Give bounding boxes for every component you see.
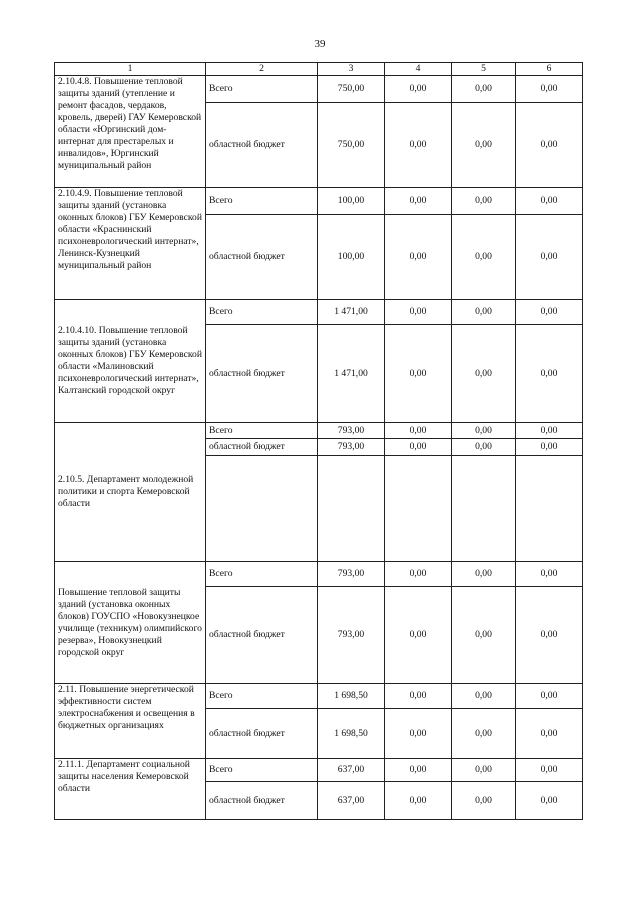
amount-cell: 0,00	[385, 188, 452, 215]
amount-cell: 793,00	[318, 423, 385, 439]
amount-cell: 0,00	[516, 782, 583, 820]
amount-cell: 0,00	[452, 709, 516, 759]
amount-cell: 0,00	[452, 439, 516, 456]
table-row-total	[55, 562, 583, 587]
amount-cell: 793,00	[318, 562, 385, 587]
amount-cell: 0,00	[452, 684, 516, 709]
amount-cell: 637,00	[318, 759, 385, 782]
amount-cell: 0,00	[385, 684, 452, 709]
amount-cell: 0,00	[452, 562, 516, 587]
funding-source-cell: Всего	[206, 423, 318, 439]
funding-source-cell: областной бюджет	[206, 215, 318, 300]
amount-cell: 0,00	[516, 423, 583, 439]
empty-cell	[206, 456, 318, 562]
column-header-2: 2	[206, 63, 318, 76]
amount-cell: 0,00	[385, 300, 452, 325]
amount-cell: 0,00	[385, 587, 452, 684]
amount-cell: 0,00	[452, 759, 516, 782]
funding-source-cell: Всего	[206, 300, 318, 325]
funding-source-cell: областной бюджет	[206, 709, 318, 759]
amount-cell: 0,00	[452, 587, 516, 684]
table-row-total	[55, 423, 583, 439]
amount-cell: 0,00	[516, 759, 583, 782]
funding-source-cell: Всего	[206, 562, 318, 587]
amount-cell: 0,00	[385, 759, 452, 782]
amount-cell: 0,00	[385, 215, 452, 300]
table-row-total	[55, 76, 583, 103]
amount-cell: 0,00	[516, 215, 583, 300]
funding-source-cell: областной бюджет	[206, 325, 318, 423]
budget-table	[54, 62, 583, 820]
column-header-1: 1	[55, 63, 206, 76]
column-header-3: 3	[318, 63, 385, 76]
amount-cell: 0,00	[452, 103, 516, 188]
funding-source-cell: Всего	[206, 759, 318, 782]
amount-cell: 1 698,50	[318, 684, 385, 709]
table-row-total	[55, 188, 583, 215]
amount-cell: 0,00	[516, 188, 583, 215]
column-header-5: 5	[452, 63, 516, 76]
amount-cell: 0,00	[452, 188, 516, 215]
amount-cell: 0,00	[516, 300, 583, 325]
amount-cell: 0,00	[452, 782, 516, 820]
amount-cell: 0,00	[516, 587, 583, 684]
amount-cell: 750,00	[318, 103, 385, 188]
measure-description: 2.11.1. Департамент социальной защиты населения Кемеровской области	[55, 759, 206, 820]
amount-cell: 0,00	[516, 103, 583, 188]
amount-cell: 0,00	[385, 439, 452, 456]
amount-cell: 0,00	[385, 562, 452, 587]
amount-cell: 1 698,50	[318, 709, 385, 759]
amount-cell: 0,00	[385, 782, 452, 820]
amount-cell: 637,00	[318, 782, 385, 820]
measure-description: 2.10.4.9. Повышение тепловой защиты зданий (установка оконных блоков) ГБУ Кемеровской области «Краснинский психоневрологический интернат», Ленинск-Кузнецкий муниципальный район	[55, 188, 206, 300]
funding-source-cell: Всего	[206, 76, 318, 103]
amount-cell: 0,00	[516, 562, 583, 587]
amount-cell: 793,00	[318, 587, 385, 684]
funding-source-cell: областной бюджет	[206, 103, 318, 188]
empty-cell	[516, 456, 583, 562]
empty-cell	[385, 456, 452, 562]
amount-cell: 1 471,00	[318, 300, 385, 325]
measure-description: 2.10.4.8. Повышение тепловой защиты зданий (утепление и ремонт фасадов, чердаков, кровель, дверей) ГАУ Кемеровской области «Юргинский дом-интернат для престарелых и инвалидов», Юргинский муниципальный район	[55, 76, 206, 188]
amount-cell: 0,00	[452, 300, 516, 325]
page-number: 39	[314, 38, 326, 50]
amount-cell: 750,00	[318, 76, 385, 103]
amount-cell: 0,00	[452, 215, 516, 300]
empty-cell	[318, 456, 385, 562]
funding-source-cell: областной бюджет	[206, 439, 318, 456]
table-row-total	[55, 759, 583, 782]
column-header-4: 4	[385, 63, 452, 76]
measure-description: Повышение тепловой защиты зданий (установка оконных блоков) ГОУСПО «Новокузнецкое училище (техникум) олимпийского резерва», Новокузнецкий городской округ	[55, 562, 206, 684]
amount-cell: 0,00	[385, 709, 452, 759]
funding-source-cell: Всего	[206, 684, 318, 709]
measure-description: 2.10.4.10. Повышение тепловой защиты зданий (установка оконных блоков) ГБУ Кемеровской области «Малиновский психоневрологический интернат», Калтанский городской округ	[55, 300, 206, 423]
amount-cell: 0,00	[385, 76, 452, 103]
amount-cell: 0,00	[452, 423, 516, 439]
amount-cell: 100,00	[318, 215, 385, 300]
table-row-total	[55, 300, 583, 325]
amount-cell: 100,00	[318, 188, 385, 215]
amount-cell: 0,00	[516, 325, 583, 423]
table-row-total	[55, 684, 583, 709]
amount-cell: 0,00	[516, 709, 583, 759]
amount-cell: 1 471,00	[318, 325, 385, 423]
funding-source-cell: областной бюджет	[206, 587, 318, 684]
column-header-6: 6	[516, 63, 583, 76]
funding-source-cell: Всего	[206, 188, 318, 215]
amount-cell: 0,00	[516, 684, 583, 709]
amount-cell: 793,00	[318, 439, 385, 456]
funding-source-cell: областной бюджет	[206, 782, 318, 820]
amount-cell: 0,00	[516, 439, 583, 456]
header-row	[55, 63, 583, 76]
amount-cell: 0,00	[385, 325, 452, 423]
amount-cell: 0,00	[385, 103, 452, 188]
amount-cell: 0,00	[452, 325, 516, 423]
amount-cell: 0,00	[516, 76, 583, 103]
amount-cell: 0,00	[452, 76, 516, 103]
measure-description: 2.11. Повышение энергетической эффективности систем электроснабжения и освещения в бюджетных организациях	[55, 684, 206, 759]
empty-cell	[452, 456, 516, 562]
amount-cell: 0,00	[385, 423, 452, 439]
measure-description: 2.10.5. Департамент молодежной политики и спорта Кемеровской области	[55, 423, 206, 562]
